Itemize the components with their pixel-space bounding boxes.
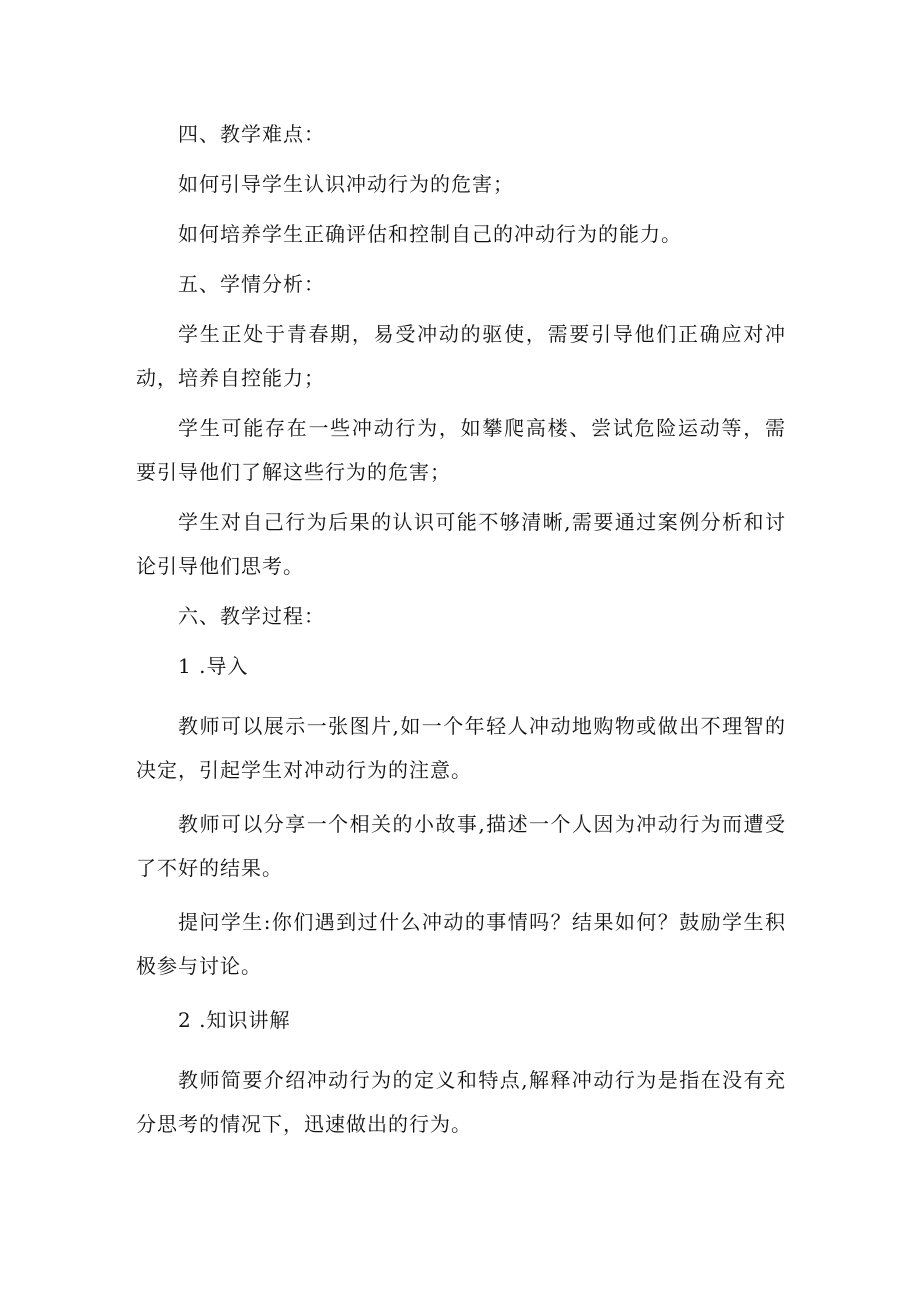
- paragraph: 教师可以展示一张图片,如一个年轻人冲动地购物或做出不理智的决定，引起学生对冲动行为的注意。: [136, 714, 786, 782]
- step-heading-knowledge-explanation: 2 .知识讲解: [178, 1008, 291, 1032]
- paragraph: 如何培养学生正确评估和控制自己的冲动行为的能力。: [178, 222, 682, 246]
- paragraph: 教师简要介绍冲动行为的定义和特点,解释冲动行为是指在没有充分思考的情况下，迅速做出的行为。: [136, 1068, 786, 1136]
- section-heading-teaching-process: 六、教学过程：: [178, 604, 325, 628]
- paragraph: 学生可能存在一些冲动行为，如攀爬高楼、尝试危险运动等，需要引导他们了解这些行为的危害；: [136, 416, 786, 484]
- paragraph: 提问学生:你们遇到过什么冲动的事情吗？结果如何？鼓励学生积极参与讨论。: [136, 910, 786, 978]
- paragraph: 如何引导学生认识冲动行为的危害；: [178, 172, 514, 196]
- document-body: [136, 112, 786, 1146]
- paragraph: 学生正处于青春期，易受冲动的驱使，需要引导他们正确应对冲动，培养自控能力；: [136, 322, 786, 390]
- step-heading-introduction: 1 .导入: [178, 654, 249, 678]
- paragraph: 学生对自己行为后果的认识可能不够清晰,需要通过案例分析和讨论引导他们思考。: [136, 510, 786, 578]
- paragraph: 教师可以分享一个相关的小故事,描述一个人因为冲动行为而遭受了不好的结果。: [136, 812, 786, 880]
- section-heading-teaching-difficulties: 四、教学难点：: [178, 122, 325, 146]
- section-heading-student-analysis: 五、学情分析：: [178, 272, 325, 296]
